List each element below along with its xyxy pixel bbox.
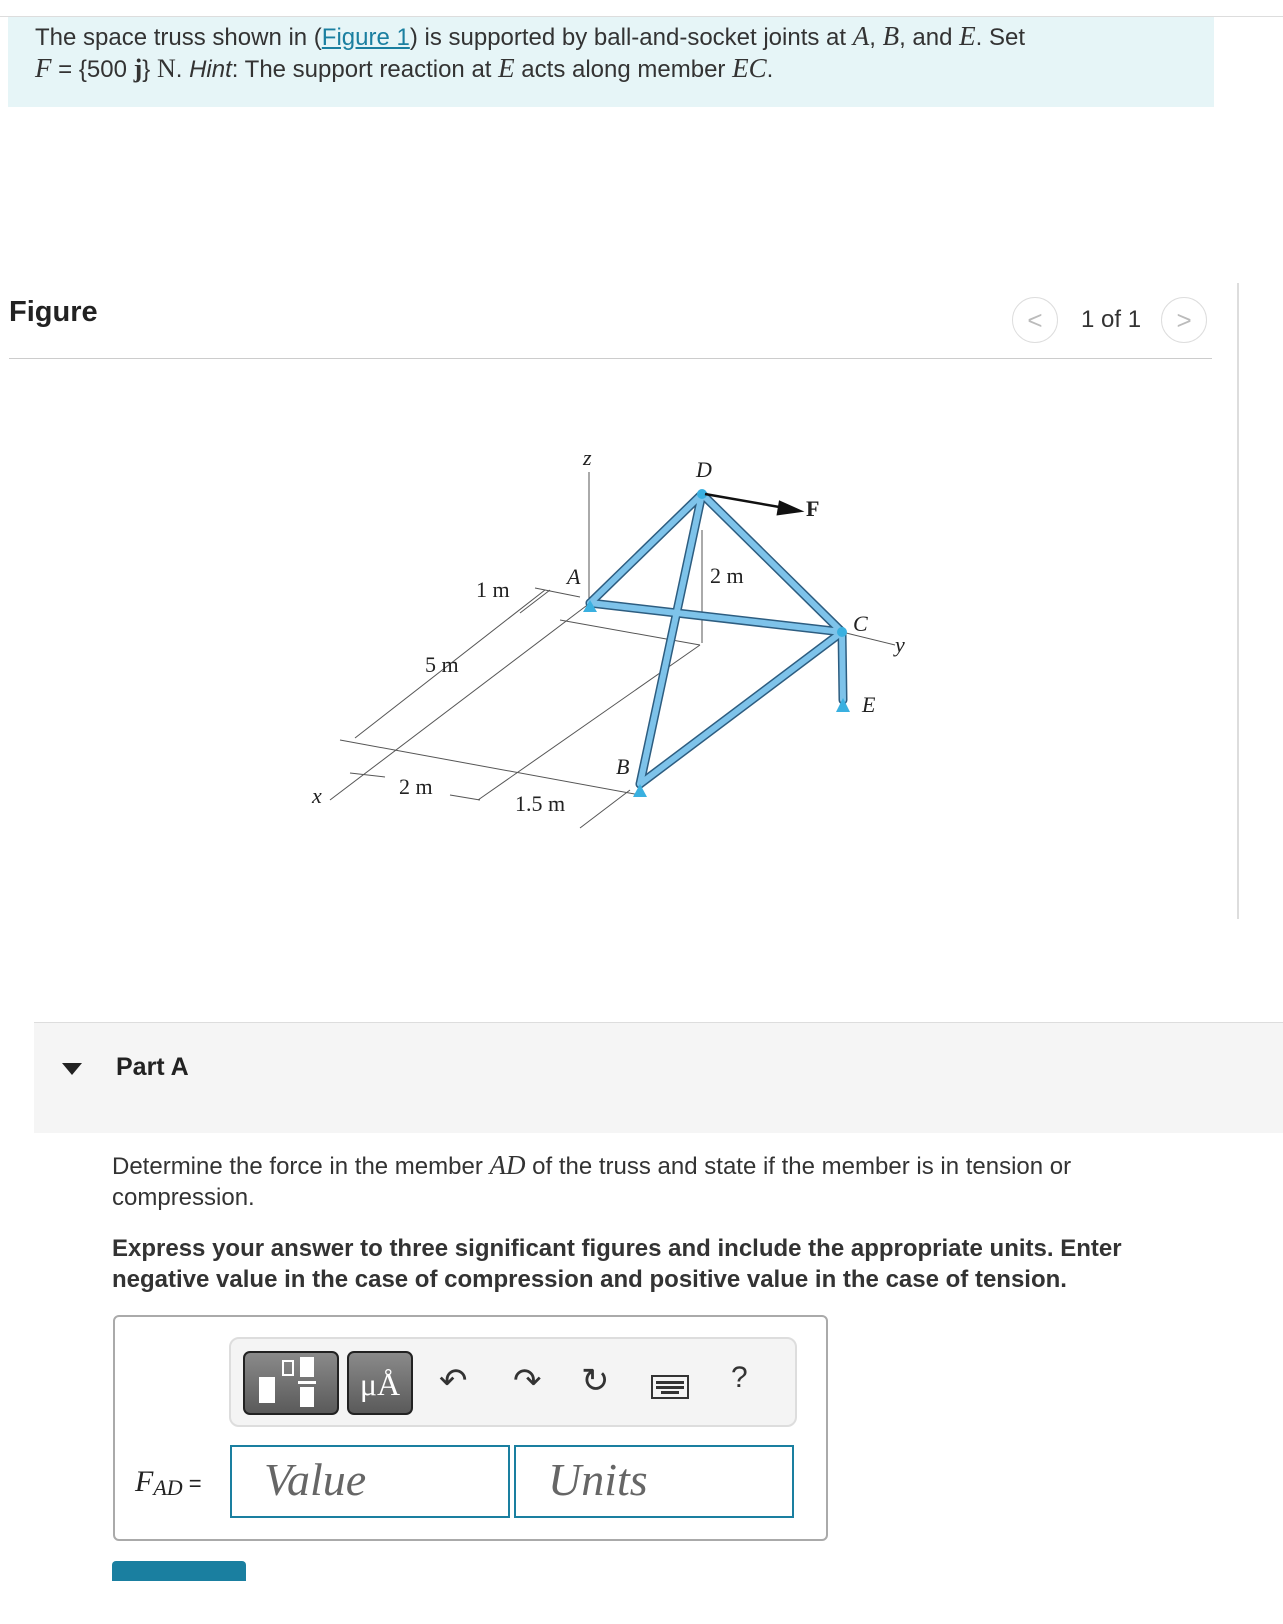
math: E xyxy=(498,53,515,83)
keyboard-icon[interactable] xyxy=(651,1369,689,1408)
math: F xyxy=(35,53,52,83)
submit-button[interactable] xyxy=(112,1561,246,1581)
text: AD xyxy=(153,1475,183,1500)
math: A xyxy=(852,21,870,51)
templates-button[interactable] xyxy=(243,1351,339,1415)
svg-text:2 m: 2 m xyxy=(710,563,744,588)
svg-text:E: E xyxy=(862,692,876,717)
answer-box xyxy=(113,1315,828,1541)
chevron-left-icon: < xyxy=(1027,304,1043,335)
text: acts along member xyxy=(514,56,733,83)
math: AD xyxy=(489,1150,526,1180)
member-AC xyxy=(590,603,842,632)
joints xyxy=(583,489,850,797)
math: B xyxy=(882,21,900,51)
math-toolbar xyxy=(229,1337,797,1427)
math: EC xyxy=(732,53,767,83)
text: = xyxy=(182,1471,202,1496)
instructions: Express your answer to three significant figures and include the appropriate units. Enter negative value in the case of compression and positive value in the case of tension. xyxy=(112,1235,1122,1293)
text: ) is supported by ball-and-socket joints at xyxy=(409,24,853,51)
problem-text xyxy=(35,21,1025,85)
svg-text:C: C xyxy=(853,611,868,636)
redo-icon[interactable]: ↷ xyxy=(513,1362,542,1400)
next-figure-button[interactable] xyxy=(1161,297,1207,343)
text: : The support reaction at xyxy=(231,56,499,83)
math: N xyxy=(156,54,176,83)
units-input[interactable]: Units xyxy=(514,1445,794,1518)
text: F xyxy=(135,1465,154,1498)
truss-members-outline xyxy=(590,494,843,784)
text: = {500 xyxy=(51,56,134,83)
text: . Set xyxy=(975,24,1025,51)
svg-text:z: z xyxy=(583,445,592,470)
svg-text:5 m: 5 m xyxy=(425,652,459,677)
prev-figure-button[interactable] xyxy=(1012,297,1058,343)
svg-text:y: y xyxy=(895,632,905,657)
svg-text:F: F xyxy=(806,496,820,521)
figure-heading: Figure xyxy=(9,296,98,328)
text: . xyxy=(175,56,190,83)
text: } xyxy=(142,56,157,83)
text: , and xyxy=(899,24,960,51)
truss-figure xyxy=(300,440,960,860)
divider xyxy=(9,358,1212,359)
undo-icon[interactable]: ↶ xyxy=(439,1362,468,1400)
fraction-template-icon xyxy=(245,1353,337,1413)
svg-text:1.5 m: 1.5 m xyxy=(515,791,566,816)
svg-text:x: x xyxy=(312,783,322,808)
value-input[interactable]: Value xyxy=(230,1445,510,1518)
figure-link[interactable]: Figure 1 xyxy=(321,24,410,51)
math: E xyxy=(959,21,976,51)
text: The space truss shown in ( xyxy=(35,24,322,51)
math: j xyxy=(133,54,143,83)
svg-text:2 m: 2 m xyxy=(399,774,433,799)
figure-count: 1 of 1 xyxy=(1081,306,1142,333)
help-icon[interactable]: ? xyxy=(731,1361,748,1394)
svg-text:1 m: 1 m xyxy=(476,577,510,602)
units-symbols-button[interactable]: μÅ xyxy=(347,1351,413,1415)
text: Determine the force in the member xyxy=(112,1153,490,1180)
problem-statement xyxy=(8,17,1214,107)
svg-text:A: A xyxy=(567,564,581,589)
reset-icon[interactable]: ↻ xyxy=(581,1362,610,1400)
text: . xyxy=(766,56,774,83)
member-CE xyxy=(842,632,843,700)
question-text xyxy=(112,1150,1192,1213)
answer-label xyxy=(135,1465,202,1501)
panel-border xyxy=(1237,283,1239,919)
truss-members xyxy=(590,494,843,784)
figure-pager xyxy=(1012,296,1207,344)
text: , xyxy=(869,24,883,51)
part-a-header[interactable] xyxy=(34,1022,1283,1133)
text: of the truss and state if the member is in tension or compression. xyxy=(112,1153,1072,1211)
collapse-triangle-icon[interactable] xyxy=(62,1063,82,1075)
hint-label: Hint xyxy=(189,56,232,83)
part-a-label: Part A xyxy=(116,1053,189,1081)
svg-text:B: B xyxy=(616,754,630,779)
svg-text:D: D xyxy=(696,457,712,482)
chevron-right-icon: > xyxy=(1176,304,1192,335)
